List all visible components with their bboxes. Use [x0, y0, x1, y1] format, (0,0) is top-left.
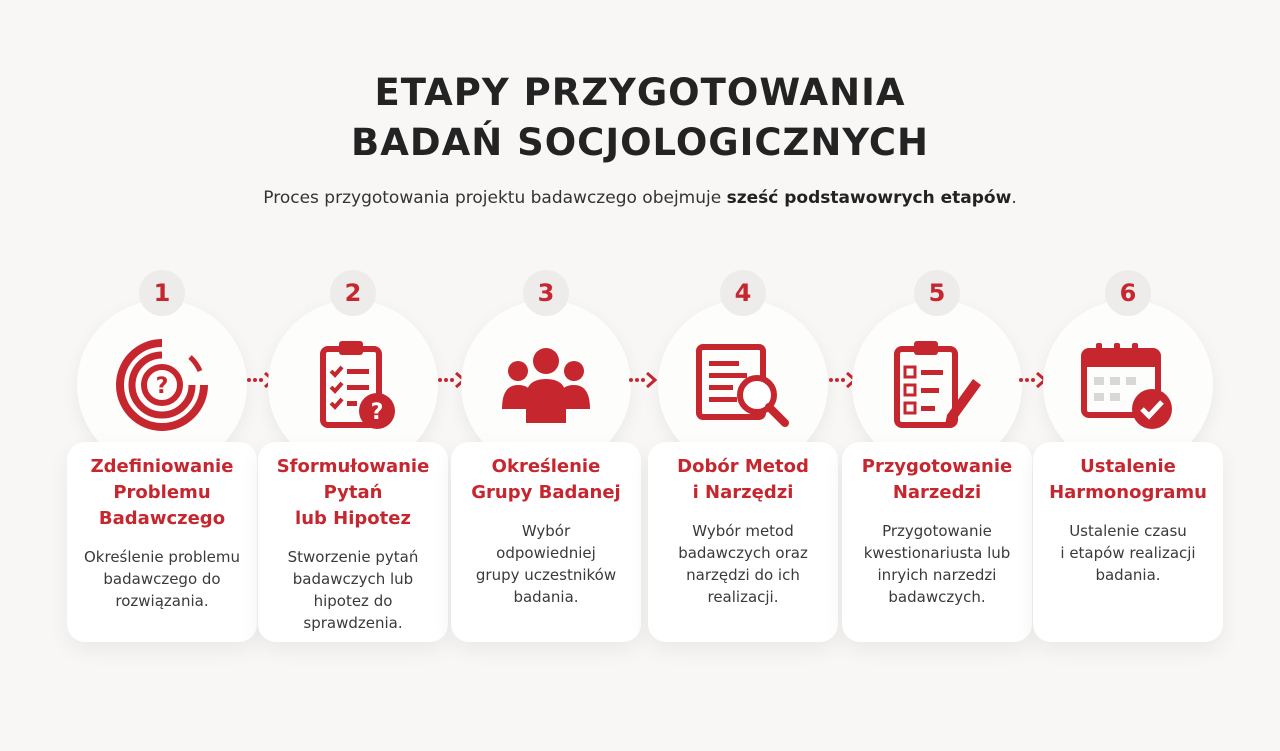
clipboard-pencil-icon — [887, 335, 987, 435]
step-5-card — [842, 442, 1032, 642]
step-3-card — [451, 442, 641, 642]
step-3-number: 3 — [523, 270, 569, 316]
clipboard-question-icon — [303, 335, 403, 435]
calendar-check-icon — [1078, 335, 1178, 435]
step-6 — [1033, 270, 1223, 645]
step-4-title: Dobór Metod i Narzędzi — [677, 456, 809, 503]
step-5-title: Przygotowanie Narzedzi — [861, 456, 1013, 503]
document-search-icon — [693, 335, 793, 435]
step-3-description: Wybór odpowiedniej grupy uczestników badania. — [475, 522, 617, 606]
step-1 — [67, 270, 257, 645]
step-5-description: Przygotowanie kwestionariusta lub inryich narzedzi badawczych. — [863, 522, 1011, 606]
step-5 — [842, 270, 1032, 645]
step-2 — [258, 270, 448, 645]
step-6-description: Ustalenie czasu i etapów realizacji badania. — [1060, 522, 1196, 584]
step-3-title: Określenie Grupy Badanej — [471, 456, 621, 503]
subtitle-prefix: Proces przygotowania projektu badawczego obejmuje — [263, 188, 727, 208]
svg-text:?: ? — [155, 374, 169, 399]
page-title — [0, 68, 1280, 168]
step-4 — [648, 270, 838, 645]
step-4-number: 4 — [720, 270, 766, 316]
step-2-description: Stworzenie pytań badawczych lub hipotez do sprawdzenia. — [287, 548, 419, 632]
subtitle-suffix: . — [1011, 188, 1017, 208]
subtitle — [0, 188, 1280, 208]
step-6-card — [1033, 442, 1223, 642]
step-1-card — [67, 442, 257, 642]
step-4-card — [648, 442, 838, 642]
step-1-number: 1 — [139, 270, 185, 316]
subtitle-bold: sześć podstawowrych etapów — [726, 188, 1012, 208]
svg-text:?: ? — [370, 400, 384, 425]
step-1-description: Określenie problemu badawczego do rozwiązania. — [83, 548, 240, 610]
step-2-number: 2 — [330, 270, 376, 316]
step-2-card — [258, 442, 448, 642]
step-4-description: Wybór metod badawczych oraz narzędzi do ich realizacji. — [678, 522, 808, 606]
target-question-icon — [112, 335, 212, 435]
step-6-number: 6 — [1105, 270, 1151, 316]
step-1-title: Zdefiniowanie Problemu Badawczego — [90, 456, 234, 529]
step-3 — [451, 270, 641, 645]
step-2-title: Sformułowanie Pytań lub Hipotez — [276, 456, 430, 529]
title-line-2: BADAŃ SOCJOLOGICZNYCH — [351, 121, 929, 164]
title-line-1: ETAPY PRZYGOTOWANIA — [374, 71, 906, 114]
step-5-number: 5 — [914, 270, 960, 316]
group-icon — [496, 335, 596, 435]
step-6-title: Ustalenie Harmonogramu — [1049, 456, 1207, 503]
